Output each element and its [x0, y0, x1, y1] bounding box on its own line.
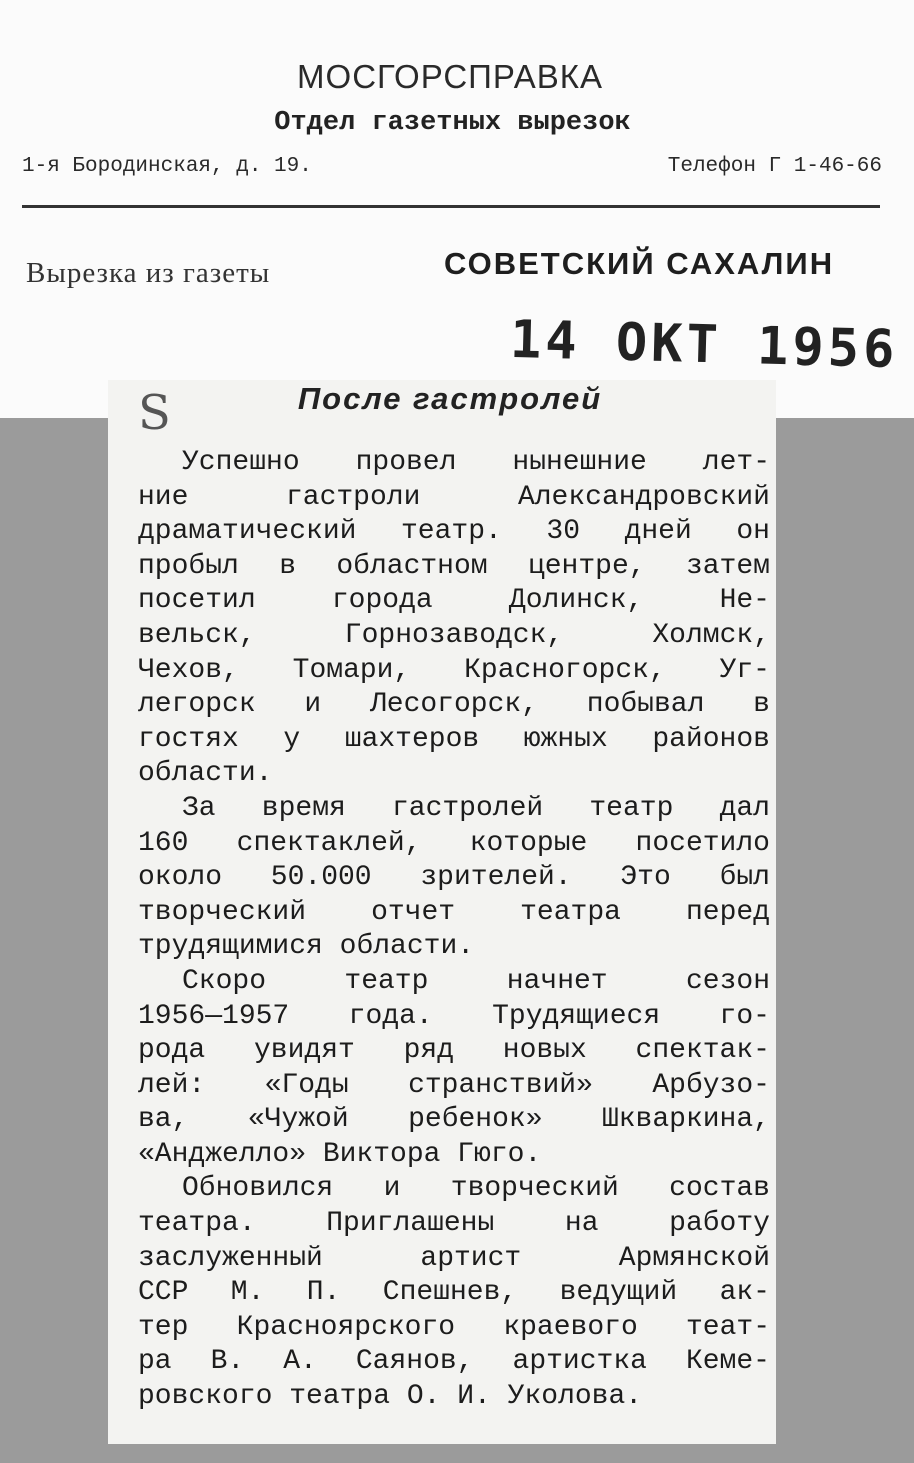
article-line: ровского театра О. И. Уколова. — [138, 1381, 643, 1413]
article-line: драматический театр. 30 дней он — [138, 516, 770, 548]
article-line: вельск, Горнозаводск, Холмск, — [138, 619, 770, 651]
article-line: 160 спектаклей, которые посетило — [138, 827, 770, 859]
article-line: заслуженный артист Армянской — [138, 1242, 770, 1274]
article-line: ва, «Чужой ребенок» Шкваркина, — [138, 1104, 770, 1136]
article-line: Успешно провел нынешние лет- — [182, 447, 770, 478]
article-line: гостях у шахтеров южных районов — [138, 723, 770, 755]
article-line: посетил города Долинск, Не- — [138, 585, 770, 617]
article-line: 1956—1957 года. Трудящиеся го- — [138, 1000, 770, 1032]
article-line: театра. Приглашены на работу — [138, 1208, 770, 1240]
article-line: лей: «Годы странствий» Арбузо- — [138, 1069, 770, 1101]
date-stamp: 14 ОКТ 1956 — [509, 309, 900, 381]
article-line: рода увидят ряд новых спектак- — [138, 1035, 770, 1067]
article-line: легорск и Лесогорск, побывал в — [138, 689, 770, 721]
article-line: «Анджелло» Виктора Гюго. — [138, 1138, 542, 1170]
article-line: Обновился и творческий состав — [182, 1173, 770, 1205]
divider — [22, 205, 880, 208]
article-line: Чехов, Томари, Красногорск, Уг- — [138, 654, 770, 686]
address-text: 1-я Бородинская, д. 19. — [22, 155, 312, 178]
article-body — [138, 446, 770, 1415]
article-line: Скоро театр начнет сезон — [182, 965, 770, 997]
article-line: творческий отчет театра перед — [138, 896, 770, 928]
article-line: ра В. А. Саянов, артистка Кеме- — [138, 1346, 770, 1378]
article-line: тер Красноярского краевого теат- — [138, 1311, 770, 1343]
pencil-mark: S — [138, 385, 171, 441]
phone-text: Телефон Г 1-46-66 — [667, 155, 882, 178]
department-name: Отдел газетных вырезок — [274, 108, 631, 138]
article-line: ние гастроли Александровский — [138, 481, 770, 513]
article-line: трудящимися области. — [138, 931, 475, 963]
article-line: области. — [138, 758, 273, 790]
article-line: пробыл в областном центре, затем — [138, 550, 770, 582]
article-line: около 50.000 зрителей. Это был — [138, 862, 770, 894]
clipping-form — [0, 0, 914, 418]
article-line: ССР М. П. Спешнев, ведущий ак- — [138, 1277, 770, 1309]
newspaper-name: СОВЕТСКИЙ САХАЛИН — [444, 246, 835, 281]
article-title: После гастролей — [297, 381, 603, 416]
organization-name: МОСГОРСПРАВКА — [297, 58, 603, 95]
article-line: За время гастролей театр дал — [182, 792, 770, 824]
clip-label: Вырезка из газеты — [26, 257, 271, 289]
